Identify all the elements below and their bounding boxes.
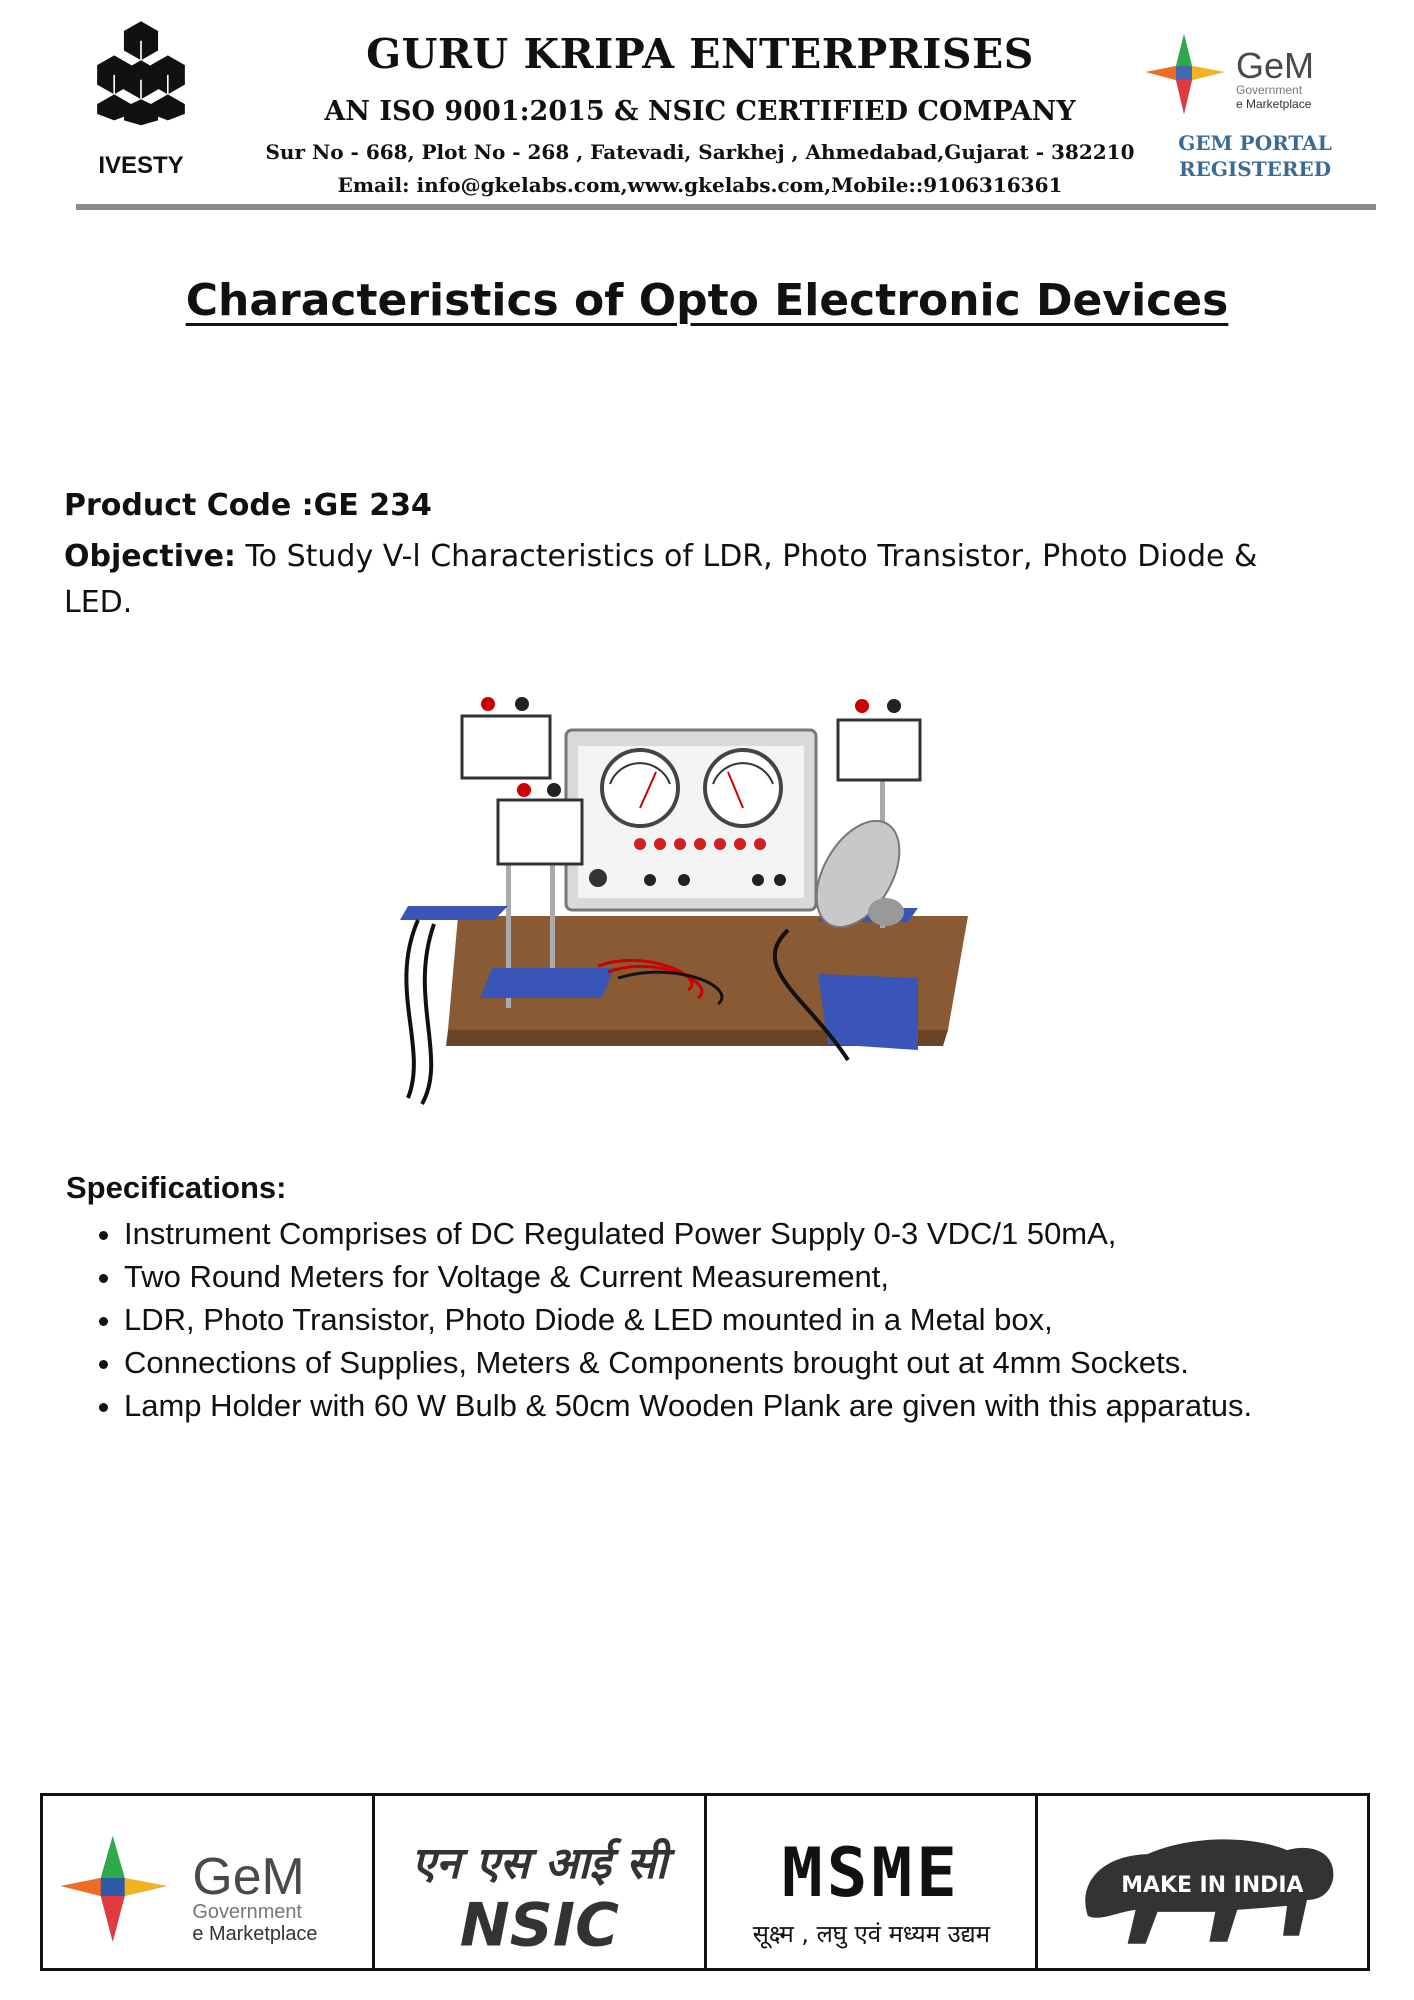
nsic-logo [375,1796,707,1968]
make-in-india-logo [1038,1796,1367,1968]
objective-label: Objective: [64,539,236,574]
gem-portal-registered: GEM PORTAL REGISTERED [1178,131,1332,181]
gem-word: GeM [1236,45,1315,86]
address-line: Sur No - 668, Plot No - 268 , Fatevadi, Sarkhej , Ahmedabad,Gujarat - 382210 [265,140,1135,164]
spec-item: • LDR, Photo Transistor, Photo Diode & LED mounted in a Metal box, [124,1298,1414,1341]
svg-text:Government: Government [192,1900,302,1923]
company-name: GURU KRIPA ENTERPRISES [366,30,1034,78]
svg-text:MSME: MSME [781,1832,961,1912]
objective-text: To Study V-l Characteristics of LDR, Photo Transistor, Photo Diode & LED. [64,539,1258,620]
spec-item: • Connections of Supplies, Meters & Components brought out at 4mm Sockets. [124,1341,1414,1384]
product-code: Product Code :GE 234 [64,488,432,523]
ivesty-logo-text: IVESTY [98,152,184,179]
svg-text:Government: Government [1236,83,1303,97]
specifications-heading: Specifications: [66,1170,287,1205]
certification-line: AN ISO 9001:2015 & NSIC CERTIFIED COMPANY [324,96,1076,127]
svg-text:e Marketplace: e Marketplace [192,1922,318,1945]
header-divider [76,204,1376,210]
svg-text:सूक्ष्म , लघु एवं मध्यम उद्यम: सूक्ष्म , लघु एवं मध्यम उद्यम [752,1919,990,1948]
specifications-list [66,1212,1414,1427]
svg-text:e Marketplace: e Marketplace [1236,97,1312,111]
gem-star-icon [61,1836,167,1942]
gem-footer-logo [43,1796,375,1968]
spec-item: • Two Round Meters for Voltage & Current Measurement, [124,1255,1414,1298]
svg-text:MAKE IN INDIA: MAKE IN INDIA [1121,1872,1304,1898]
svg-text:NSIC: NSIC [459,1891,619,1961]
gem-header-logo [1140,28,1340,124]
svg-text:GeM: GeM [192,1846,305,1905]
spec-item: • Instrument Comprises of DC Regulated Power Supply 0-3 VDC/1 50mA, [124,1212,1414,1255]
svg-text:एन एस आई सी: एन एस आई सी [411,1838,667,1890]
msme-logo [707,1796,1039,1968]
objective [64,534,1264,626]
gem-star-icon [1146,34,1224,114]
document-title: Characteristics of Opto Electronic Devices [185,275,1229,326]
footer-logo-strip [40,1793,1370,1971]
contact-line: Email: info@gkelabs.com,www.gkelabs.com,Mobile::9106316361 [337,173,1063,197]
product-photo [388,668,988,1108]
spec-item: • Lamp Holder with 60 W Bulb & 50cm Wooden Plank are given with this apparatus. [124,1384,1414,1427]
